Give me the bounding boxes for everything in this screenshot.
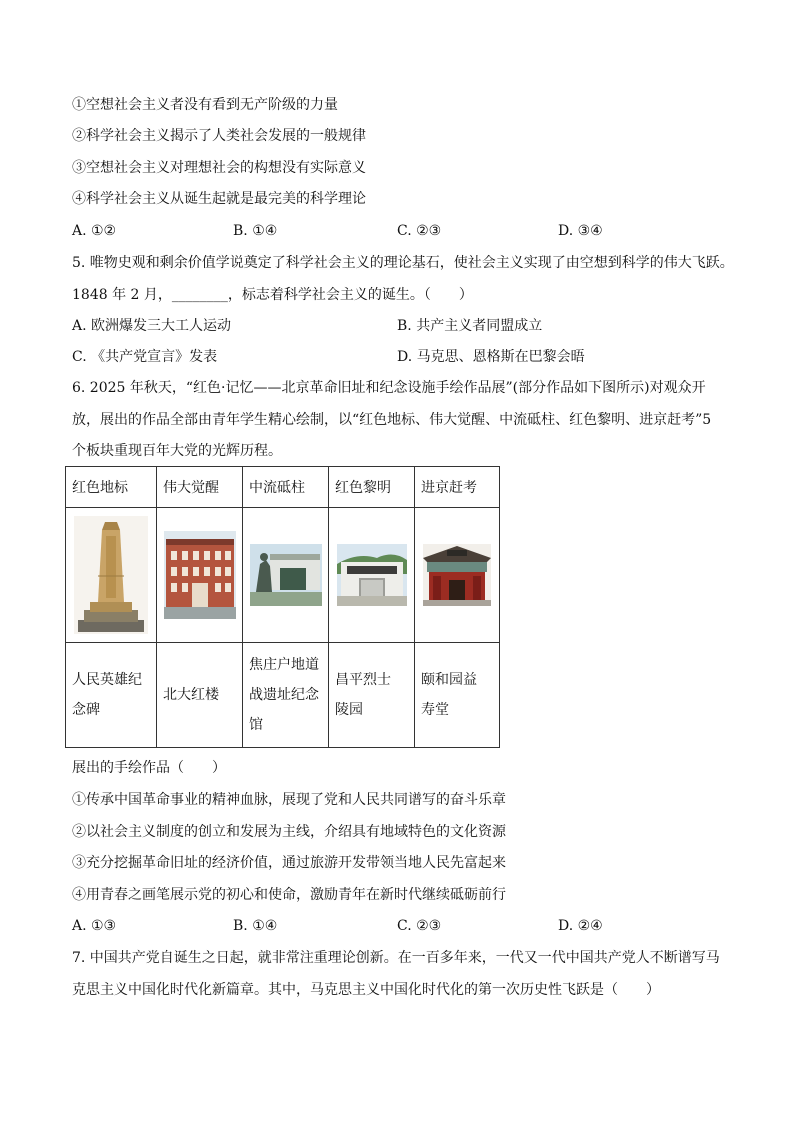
table-image-cell (329, 508, 415, 643)
name-line: 北大红楼 (163, 687, 219, 703)
q4-statement-1: ①空想社会主义者没有看到无产阶级的力量 (72, 97, 338, 113)
q6-stem-line-1: 6. 2025 年秋天，“红色·记忆——北京革命旧址和纪念设施手绘作品展”(部分作品如下图所示)对观众开 (72, 380, 706, 396)
name-line: 颐和园益 (421, 672, 477, 688)
monument-icon (74, 516, 148, 634)
table-header: 进京赶考 (415, 467, 500, 508)
q4-option-a: A. ①② (72, 223, 117, 239)
table-header: 红色地标 (66, 467, 157, 508)
name-line: 焦庄户地道 (249, 657, 319, 673)
name-line: 馆 (249, 717, 263, 733)
memorial-hall-icon (250, 544, 322, 606)
q6-option-c: C. ②③ (397, 918, 442, 934)
name-line: 陵园 (335, 702, 363, 718)
q5-stem-line-1: 5. 唯物史观和剩余价值学说奠定了科学社会主义的理论基石，使社会主义实现了由空想到科学的伟大飞跃。 (72, 255, 734, 271)
q4-statement-4: ④科学社会主义从诞生起就是最完美的科学理论 (72, 191, 366, 207)
q6-statement-2: ②以社会主义制度的创立和发展为主线，介绍具有地域特色的文化资源 (72, 824, 506, 840)
table-name-cell (329, 643, 415, 748)
name-line: 昌平烈士 (335, 672, 391, 688)
table-image-cell (415, 508, 500, 643)
q6-statement-1: ①传承中国革命事业的精神血脉，展现了党和人民共同谱写的奋斗乐章 (72, 792, 506, 808)
table-header: 中流砥柱 (243, 467, 329, 508)
table-image-cell (157, 508, 243, 643)
temple-hall-icon (423, 544, 491, 606)
q5-option-c: C. 《共产党宣言》发表 (72, 349, 218, 365)
table-image-row (66, 508, 500, 643)
q5-stem-line-2: 1848 年 2 月，________，标志着科学社会主义的诞生。（ ） (72, 287, 473, 303)
red-building-icon (164, 531, 236, 619)
exhibit-table (65, 466, 500, 748)
q4-statement-2: ②科学社会主义揭示了人类社会发展的一般规律 (72, 128, 366, 144)
q5-option-a: A. 欧洲爆发三大工人运动 (72, 318, 232, 334)
q6-stem-line-3: 个板块重现百年大党的光辉历程。 (72, 443, 282, 459)
q4-statement-3: ③空想社会主义对理想社会的构想没有实际意义 (72, 160, 366, 176)
cemetery-gate-icon (337, 544, 407, 606)
table-name-cell (66, 643, 157, 748)
table-name-cell (415, 643, 500, 748)
table-header-row (66, 467, 500, 508)
name-line: 念碑 (72, 702, 100, 718)
q4-option-c: C. ②③ (397, 223, 442, 239)
q4-option-b: B. ①④ (233, 223, 278, 239)
name-line: 寿堂 (421, 702, 449, 718)
q6-statement-3: ③充分挖掘革命旧址的经济价值，通过旅游开发带领当地人民先富起来 (72, 855, 506, 871)
q6-option-a: A. ①③ (72, 918, 117, 934)
name-line: 人民英雄纪 (72, 672, 142, 688)
name-line: 战遗址纪念 (249, 687, 319, 703)
table-header: 红色黎明 (329, 467, 415, 508)
table-name-cell (157, 643, 243, 748)
table-header: 伟大觉醒 (157, 467, 243, 508)
q6-option-b: B. ①④ (233, 918, 278, 934)
q6-stem-line-2: 放，展出的作品全部由青年学生精心绘制，以“红色地标、伟大觉醒、中流砥柱、红色黎明、进京赶考”5 (72, 412, 712, 428)
q5-option-b: B. 共产主义者同盟成立 (397, 318, 543, 334)
q4-option-d: D. ③④ (558, 223, 603, 239)
table-name-cell (243, 643, 329, 748)
q6-question: 展出的手绘作品（ ） (72, 760, 226, 776)
q7-stem-line-1: 7. 中国共产党自诞生之日起，就非常注重理论创新。在一百多年来，一代又一代中国共产党人不断谱写马 (72, 950, 720, 966)
q5-option-d: D. 马克思、恩格斯在巴黎会晤 (397, 349, 585, 365)
table-image-cell (66, 508, 157, 643)
q7-stem-line-2: 克思主义中国化时代化新篇章。其中，马克思主义中国化时代化的第一次历史性飞跃是（ ） (72, 982, 660, 998)
q6-option-d: D. ②④ (558, 918, 603, 934)
table-name-row (66, 643, 500, 748)
table-image-cell (243, 508, 329, 643)
q6-statement-4: ④用青春之画笔展示党的初心和使命，激励青年在新时代继续砥砺前行 (72, 887, 506, 903)
